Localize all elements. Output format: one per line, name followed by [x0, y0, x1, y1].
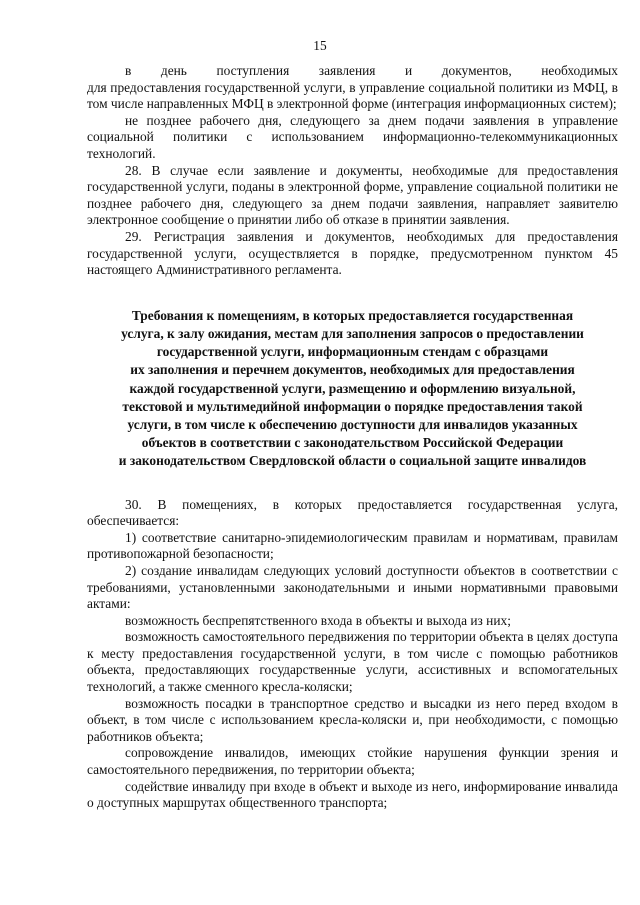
- page-number: 15: [313, 38, 327, 53]
- heading-line: текстовой и мультимедийной информации о порядке предоставления такой: [122, 398, 583, 414]
- paragraph-receipt-day-first-line: в день поступления заявления и документов, необходимых: [125, 63, 618, 78]
- heading-line: каждой государственной услуги, размещению и оформлению визуальной,: [129, 380, 576, 396]
- paragraph-entry-exit: возможность беспрепятственного входа в объекты и выхода из них;: [125, 612, 511, 628]
- heading-line: услуга, к залу ожидания, местам для заполнения запросов о предоставлении: [121, 325, 584, 341]
- heading-line: объектов в соответствии с законодательством Российской Федерации: [141, 435, 564, 451]
- paragraph-not-later: не позднее рабочего дня, следующего за днем подачи заявления в управление социальной политики с использованием информационно-телекоммуникационных технологий.: [87, 112, 618, 161]
- paragraph-receipt-day: [87, 63, 618, 80]
- heading-line: и законодательством Свердловской области о социальной защите инвалидов: [118, 453, 587, 469]
- paragraph-30: 30. В помещениях, в которых предоставляется государственная услуга, обеспечивается:: [87, 496, 618, 529]
- paragraph-28: 28. В случае если заявление и документы, необходимые для предоставления государственной услуги, поданы в электронной форме, управление социальной политики не позднее рабочего дня, следующего за днем подачи заявления, направляет заявителю электронное сообщение о принятии либо об отказе в принятии заявления.: [87, 162, 618, 228]
- paragraph-movement: возможность самостоятельного передвижения по территории объекта в целях доступа к месту предоставления государственной услуги, в том числе с помощью работников объекта, предоставляющих государственные услуги, ассистивных и вспомогательных технологий, а также сменного кресла-коляски;: [87, 629, 618, 695]
- heading-line: услуги, в том числе к обеспечению доступности для инвалидов указанных: [127, 416, 578, 432]
- paragraph-item-1: 1) соответствие санитарно-эпидемиологическим правилам и нормативам, правилам противопожарной безопасности;: [87, 529, 618, 562]
- heading-line: Требования к помещениям, в которых предоставляется государственная: [131, 307, 574, 323]
- paragraph-item-2: 2) создание инвалидам следующих условий доступности объектов в соответствии с требованиями, установленными законодательными и иными нормативными правовыми актами:: [87, 562, 618, 612]
- paragraph-escort: сопровождение инвалидов, имеющих стойкие нарушения функции зрения и самостоятельного передвижения, по территории объекта;: [87, 745, 618, 778]
- top-section: [87, 63, 618, 279]
- paragraph-boarding: возможность посадки в транспортное средство и высадки из него перед входом в объект, в том числе с использованием кресла-коляски и, при необходимости, с помощью работников объекта;: [87, 695, 618, 744]
- heading-line: государственной услуги, информационным стендам с образцами: [156, 344, 549, 360]
- heading-line: их заполнения и перечнем документов, необходимых для предоставления: [130, 362, 575, 378]
- section-heading: [87, 307, 618, 471]
- paragraph-29: 29. Регистрация заявления и документов, необходимых для предоставления государственной услуги, осуществляется в порядке, предусмотренном пунктом 45 настоящего Административного регламента.: [87, 228, 618, 278]
- document-body: [87, 63, 618, 812]
- bottom-section: [87, 497, 618, 812]
- paragraph-assistance: содействие инвалиду при входе в объект и выходе из него, информирование инвалида о доступных маршрутах общественного транспорта;: [87, 778, 618, 811]
- paragraph-receipt-day-cont: для предоставления государственной услуги, в управление социальной политики из МФЦ, в том числе направленных МФЦ в электронной форме (интеграция информационных систем);: [87, 79, 618, 112]
